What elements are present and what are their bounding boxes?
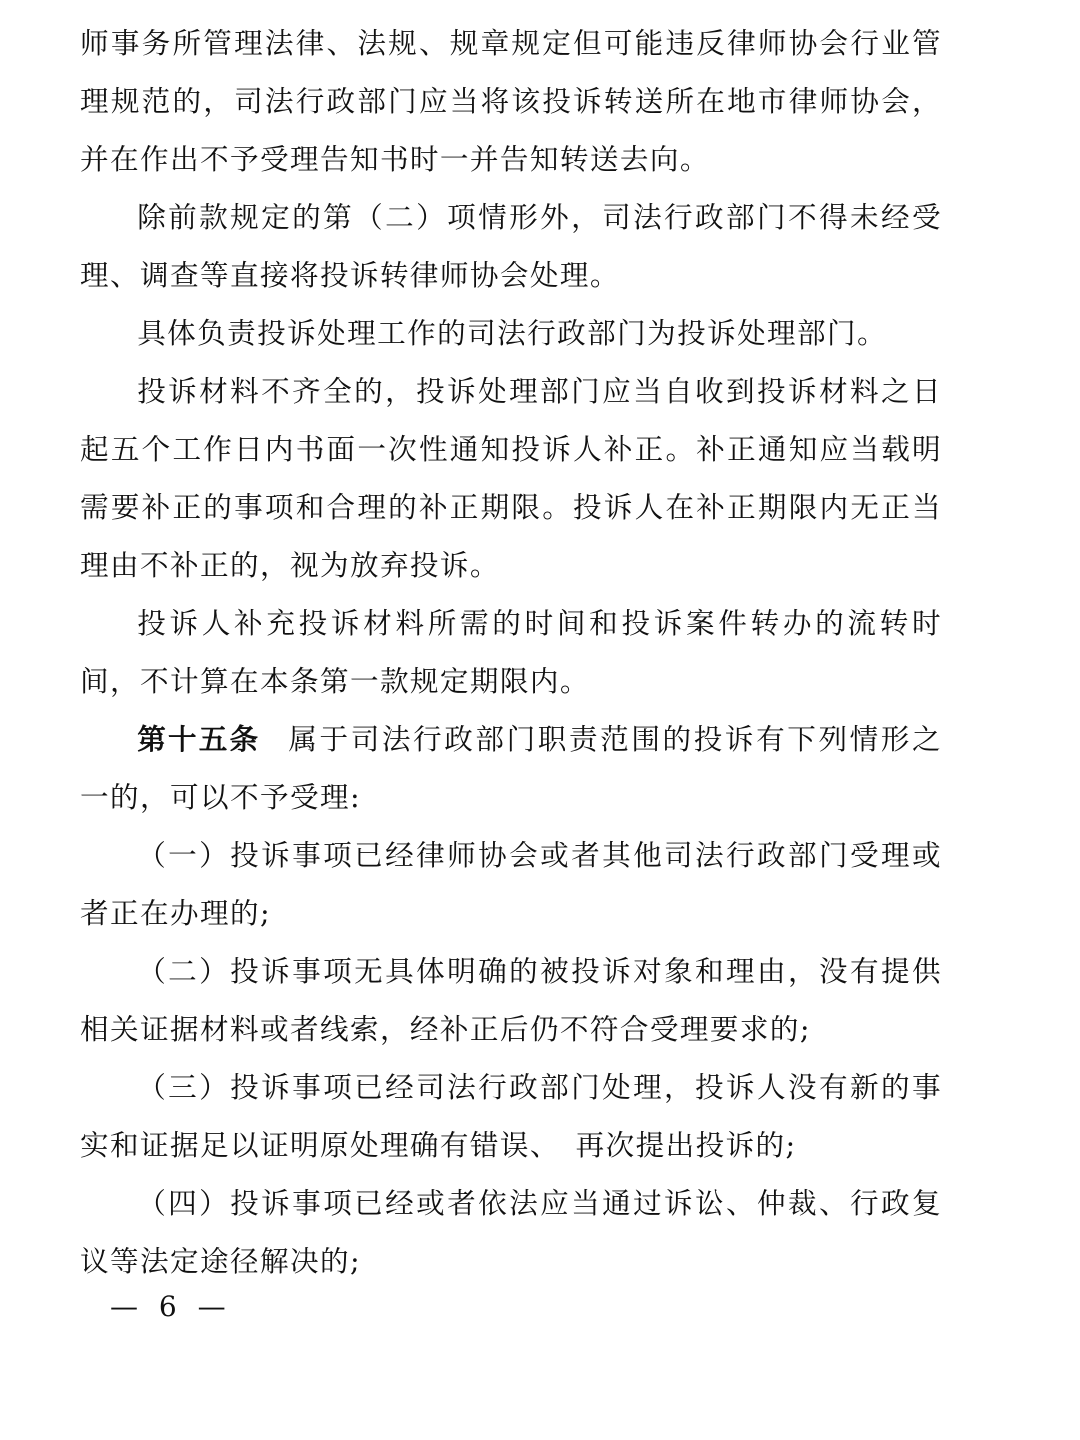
article-15 [80,710,942,826]
page-number: — 6 — [110,1290,232,1323]
article-text: 属于司法行政部门职责范围的投诉有下列情形之一的，可以不予受理: [80,722,942,814]
paragraph-time-exclusion: 投诉人补充投诉材料所需的时间和投诉案件转办的流转时间，不计算在本条第一款规定期限内。 [80,606,942,698]
body-text [80,14,942,1290]
paragraph-incomplete-materials: 投诉材料不齐全的，投诉处理部门应当自收到投诉材料之日起五个工作日内书面一次性通知投诉人补正。补正通知应当载明需要补正的事项和合理的补正期限。投诉人在补正期限内无正当理由不补正的，视为放弃投诉。 [80,374,942,582]
paragraph-exception-clause: 除前款规定的第（二）项情形外，司法行政部门不得未经受理、调查等直接将投诉转律师协会处理。 [80,200,942,292]
article-heading: 第十五条 [137,722,261,756]
paragraph-handling-department: 具体负责投诉处理工作的司法行政部门为投诉处理部门。 [137,316,888,350]
list-item: （四）投诉事项已经或者依法应当通过诉讼、仲裁、行政复议等法定途径解决的; [80,1186,942,1278]
paragraph-continuation: 师事务所管理法律、法规、规章规定但可能违反律师协会行业管理规范的，司法行政部门应当将该投诉转送所在地市律师协会，并在作出不予受理告知书时一并告知转送去向。 [80,26,942,176]
list-item: （二）投诉事项无具体明确的被投诉对象和理由，没有提供相关证据材料或者线索，经补正后仍不符合受理要求的; [80,954,942,1046]
list-item: （一）投诉事项已经律师协会或者其他司法行政部门受理或者正在办理的; [80,838,942,930]
list-item: （三）投诉事项已经司法行政部门处理，投诉人没有新的事实和证据足以证明原处理确有错误、 再次提出投诉的; [80,1070,942,1162]
